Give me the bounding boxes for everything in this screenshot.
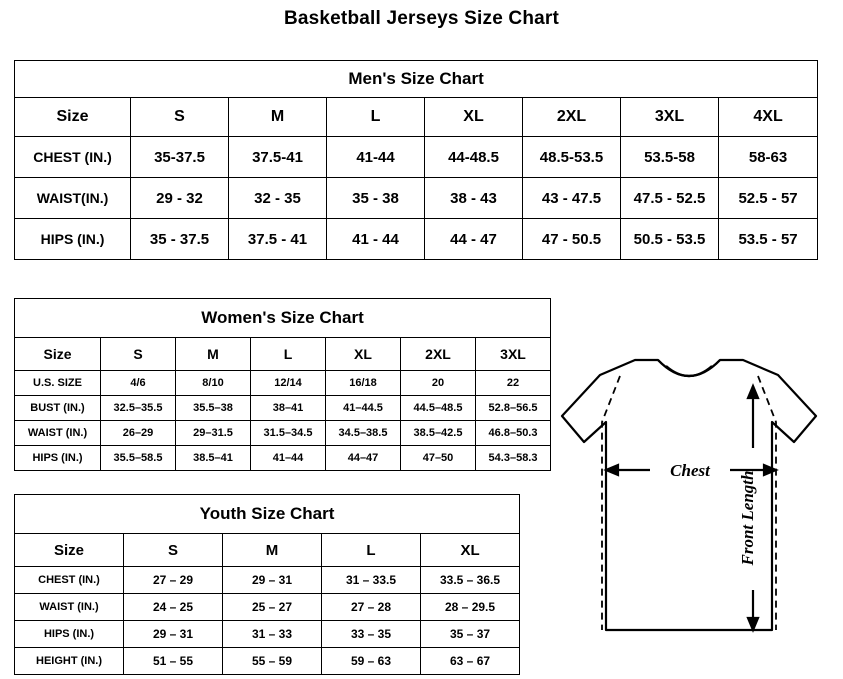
- mens-chest-l: 41-44: [327, 137, 425, 178]
- youth-col-m: M: [223, 534, 322, 567]
- womens-hips-2xl: 47–50: [401, 446, 476, 471]
- mens-col-4xl: 4XL: [719, 98, 818, 137]
- youth-height-xl: 63 – 67: [421, 648, 520, 675]
- womens-row-label-us-size: U.S. SIZE: [15, 371, 101, 396]
- mens-col-3xl: 3XL: [621, 98, 719, 137]
- womens-bust-2xl: 44.5–48.5: [401, 396, 476, 421]
- table-row: [15, 178, 818, 219]
- mens-hips-4xl: 53.5 - 57: [719, 219, 818, 260]
- womens-waist-s: 26–29: [101, 421, 176, 446]
- mens-hips-l: 41 - 44: [327, 219, 425, 260]
- mens-hips-3xl: 50.5 - 53.5: [621, 219, 719, 260]
- womens-chart-caption: Women's Size Chart: [15, 299, 551, 338]
- womens-col-2xl: 2XL: [401, 338, 476, 371]
- womens-row-label-waist: WAIST (IN.): [15, 421, 101, 446]
- table-row: [15, 421, 551, 446]
- mens-waist-3xl: 47.5 - 52.5: [621, 178, 719, 219]
- youth-waist-l: 27 – 28: [322, 594, 421, 621]
- womens-waist-2xl: 38.5–42.5: [401, 421, 476, 446]
- youth-chest-l: 31 – 33.5: [322, 567, 421, 594]
- mens-col-l: L: [327, 98, 425, 137]
- youth-hips-s: 29 – 31: [124, 621, 223, 648]
- mens-waist-s: 29 - 32: [131, 178, 229, 219]
- mens-chart-caption: Men's Size Chart: [15, 61, 818, 98]
- mens-chart-caption-row: [15, 61, 818, 98]
- youth-waist-m: 25 – 27: [223, 594, 322, 621]
- table-row: [15, 396, 551, 421]
- youth-height-s: 51 – 55: [124, 648, 223, 675]
- womens-us-size-l: 12/14: [251, 371, 326, 396]
- page-title: Basketball Jerseys Size Chart: [283, 8, 560, 29]
- womens-col-m: M: [176, 338, 251, 371]
- youth-chest-s: 27 – 29: [124, 567, 223, 594]
- mens-col-xl: XL: [425, 98, 523, 137]
- womens-hips-l: 41–44: [251, 446, 326, 471]
- mens-waist-xl: 38 - 43: [425, 178, 523, 219]
- youth-waist-xl: 28 – 29.5: [421, 594, 520, 621]
- womens-col-l: L: [251, 338, 326, 371]
- youth-chart-caption-row: [15, 495, 520, 534]
- womens-bust-m: 35.5–38: [176, 396, 251, 421]
- youth-row-label-waist: WAIST (IN.): [15, 594, 124, 621]
- table-row: [15, 567, 520, 594]
- womens-hips-xl: 44–47: [326, 446, 401, 471]
- mens-waist-2xl: 43 - 47.5: [523, 178, 621, 219]
- mens-chest-m: 37.5-41: [229, 137, 327, 178]
- table-row: [15, 594, 520, 621]
- mens-waist-l: 35 - 38: [327, 178, 425, 219]
- mens-chart-header-row: [15, 98, 818, 137]
- mens-col-2xl: 2XL: [523, 98, 621, 137]
- womens-hips-m: 38.5–41: [176, 446, 251, 471]
- youth-height-m: 55 – 59: [223, 648, 322, 675]
- youth-hips-m: 31 – 33: [223, 621, 322, 648]
- womens-us-size-s: 4/6: [101, 371, 176, 396]
- youth-hips-xl: 35 – 37: [421, 621, 520, 648]
- mens-col-m: M: [229, 98, 327, 137]
- womens-waist-xl: 34.5–38.5: [326, 421, 401, 446]
- womens-waist-m: 29–31.5: [176, 421, 251, 446]
- womens-hips-s: 35.5–58.5: [101, 446, 176, 471]
- mens-hips-2xl: 47 - 50.5: [523, 219, 621, 260]
- youth-chest-xl: 33.5 – 36.5: [421, 567, 520, 594]
- youth-row-label-chest: CHEST (IN.): [15, 567, 124, 594]
- youth-col-l: L: [322, 534, 421, 567]
- youth-col-xl: XL: [421, 534, 520, 567]
- womens-bust-xl: 41–44.5: [326, 396, 401, 421]
- youth-col-s: S: [124, 534, 223, 567]
- chest-measure-label: Chest: [670, 461, 710, 480]
- table-row: [15, 621, 520, 648]
- womens-bust-s: 32.5–35.5: [101, 396, 176, 421]
- womens-us-size-xl: 16/18: [326, 371, 401, 396]
- youth-row-label-height: HEIGHT (IN.): [15, 648, 124, 675]
- mens-hips-s: 35 - 37.5: [131, 219, 229, 260]
- womens-waist-l: 31.5–34.5: [251, 421, 326, 446]
- mens-chest-xl: 44-48.5: [425, 137, 523, 178]
- womens-col-xl: XL: [326, 338, 401, 371]
- youth-hips-l: 33 – 35: [322, 621, 421, 648]
- youth-chart-header-row: [15, 534, 520, 567]
- youth-height-l: 59 – 63: [322, 648, 421, 675]
- mens-chest-s: 35-37.5: [131, 137, 229, 178]
- womens-chart-header-row: [15, 338, 551, 371]
- table-row: [15, 219, 818, 260]
- womens-size-chart-table: [14, 298, 551, 471]
- womens-us-size-3xl: 22: [476, 371, 551, 396]
- mens-row-label-chest: CHEST (IN.): [15, 137, 131, 178]
- womens-waist-3xl: 46.8–50.3: [476, 421, 551, 446]
- mens-size-chart-table: [14, 60, 818, 260]
- table-row: [15, 446, 551, 471]
- youth-row-label-hips: HIPS (IN.): [15, 621, 124, 648]
- table-row: [15, 137, 818, 178]
- womens-bust-l: 38–41: [251, 396, 326, 421]
- mens-chest-4xl: 58-63: [719, 137, 818, 178]
- jersey-measurement-diagram: [540, 330, 840, 670]
- mens-row-label-waist: WAIST(IN.): [15, 178, 131, 219]
- mens-waist-m: 32 - 35: [229, 178, 327, 219]
- table-row: [15, 371, 551, 396]
- womens-row-label-bust: BUST (IN.): [15, 396, 101, 421]
- youth-size-chart-table: [14, 494, 520, 675]
- front-length-measure-label: Front Length: [738, 470, 757, 566]
- womens-row-label-hips: HIPS (IN.): [15, 446, 101, 471]
- youth-chest-m: 29 – 31: [223, 567, 322, 594]
- table-row: [15, 648, 520, 675]
- womens-chart-caption-row: [15, 299, 551, 338]
- mens-col-s: S: [131, 98, 229, 137]
- womens-col-size: Size: [15, 338, 101, 371]
- womens-col-s: S: [101, 338, 176, 371]
- mens-row-label-hips: HIPS (IN.): [15, 219, 131, 260]
- youth-chart-caption: Youth Size Chart: [15, 495, 520, 534]
- womens-hips-3xl: 54.3–58.3: [476, 446, 551, 471]
- womens-us-size-2xl: 20: [401, 371, 476, 396]
- mens-hips-m: 37.5 - 41: [229, 219, 327, 260]
- womens-us-size-m: 8/10: [176, 371, 251, 396]
- youth-col-size: Size: [15, 534, 124, 567]
- womens-col-3xl: 3XL: [476, 338, 551, 371]
- mens-hips-xl: 44 - 47: [425, 219, 523, 260]
- mens-col-size: Size: [15, 98, 131, 137]
- mens-waist-4xl: 52.5 - 57: [719, 178, 818, 219]
- mens-chest-2xl: 48.5-53.5: [523, 137, 621, 178]
- womens-bust-3xl: 52.8–56.5: [476, 396, 551, 421]
- mens-chest-3xl: 53.5-58: [621, 137, 719, 178]
- youth-waist-s: 24 – 25: [124, 594, 223, 621]
